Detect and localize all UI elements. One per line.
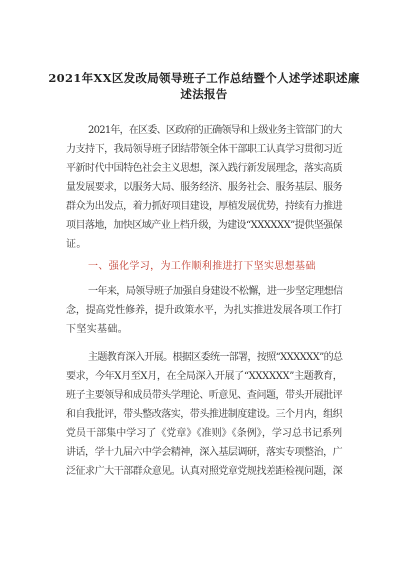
body-line: 泛征求广大干部群众意见。认真对照党章党规找差距检视问题，深 bbox=[66, 466, 343, 477]
body-line: 讲话，学十九届六中学会精神，深入基层调研，落实专项整治，广 bbox=[66, 447, 343, 458]
body-line: 2021年，在区委、区政府的正确领导和上级业务主管部门的大 bbox=[88, 125, 342, 136]
body-line: 量发展要求，以服务大局、服务经济、服务社会、服务基层、服务 bbox=[66, 182, 343, 193]
body-line: 念，提高党性修养，提升政策水平，为扎实推进发展各项工作打 bbox=[66, 305, 342, 316]
body-line: 平新时代中国特色社会主义思想，深入践行新发展理念，落实高质 bbox=[66, 163, 343, 174]
document-title bbox=[46, 70, 362, 102]
body-line: 项目落地，加快区域产业上档升级，为建设“XXXXXX”提供坚强保 bbox=[66, 220, 343, 231]
body-line: 力支持下，我局领导班子团结带领全体干部职工认真学习贯彻习近 bbox=[66, 144, 343, 155]
body-line: 和自我批评，带头整改落实，带头推进制度建设。三个月内，组织 bbox=[66, 409, 343, 420]
title-line-1: 2021年XX区发改局领导班子工作总结暨个人述学述职述廉 bbox=[48, 71, 360, 85]
body-line: 党员干部集中学习了《党章》《准则》《条例》，学习总书记系列 bbox=[66, 428, 343, 439]
body-line: 一年来，局领导班子加强自身建设不松懈，进一步坚定理想信 bbox=[88, 286, 343, 297]
body-line: 证。 bbox=[66, 239, 87, 250]
body-line: 班子主要领导和成员带头学理论、听意见、查问题，带头开展批评 bbox=[66, 390, 343, 401]
body-line: 要求，今年X月至X月，在全局深入开展了“XXXXXX”主题教育， bbox=[66, 371, 343, 382]
title-line-2: 述法报告 bbox=[180, 87, 228, 101]
body-line: 下坚实基础。 bbox=[66, 324, 129, 335]
body-line: 群众为出发点，着力抓好项目建设，厚植发展优势，持续有力推进 bbox=[66, 201, 343, 212]
section-heading: 一、强化学习，为工作顺利推进打下坚实思想基础 bbox=[88, 261, 316, 272]
body-line: 主题教育深入开展。根据区委统一部署，按照“XXXXXX”的总 bbox=[88, 352, 343, 363]
